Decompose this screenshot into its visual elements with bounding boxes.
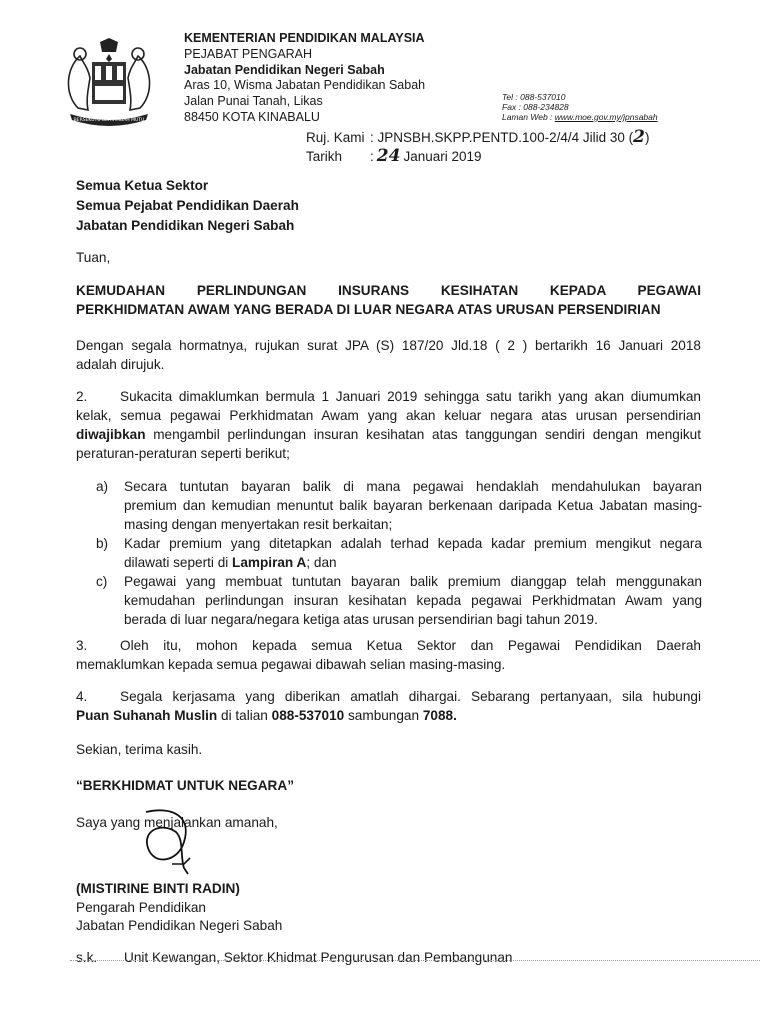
- list-marker: b): [96, 536, 109, 551]
- contact-block: [502, 92, 658, 122]
- paragraph-3: 3. Oleh itu, mohon kepada semua Ketua Sektor dan Pegawai Pendidikan Daerah memaklumkan kepada semua pegawai dibawah selian masing-masing.: [76, 638, 701, 672]
- fax: Fax : 088-234828: [502, 102, 569, 112]
- recipients: [76, 176, 299, 236]
- reference-number-row: Ruj. Kami : JPNSBH.SKPP.PENTD.100-2/4/4 Jilid 30 (2): [306, 127, 650, 147]
- paragraph-1: Dengan segala hormatnya, rujukan surat JPA (S) 187/20 Jld.18 ( 2 ) bertarikh 16 Januari 2018 adalah dirujuk.: [76, 338, 701, 372]
- cc-label: s.k.: [76, 950, 98, 965]
- emphasis-diwajibkan: diwajibkan: [76, 427, 146, 442]
- date-label: Tarikh: [306, 149, 343, 164]
- paragraph-number: 2.: [76, 389, 88, 404]
- office-name: PEJABAT PENGARAH: [184, 46, 313, 61]
- paragraph-2: 2. Sukacita dimaklumkan bermula 1 Januari 2019 sehingga satu tarikh yang akan diumumkan kelak, semua pegawai Perkhidmatan Awam yang akan keluar negara atas urusan persendirian diwajibkan mengambil perlindungan insuran kesihatan atas tanggungan sendiri dengan mengikut peraturan-peraturan seperti berikut;: [76, 389, 701, 461]
- salutation: Tuan,: [76, 250, 111, 265]
- address-line-2: Jalan Punai Tanah, Likas: [184, 94, 323, 109]
- contact-person: Puan Suhanah Muslin: [76, 708, 218, 723]
- recipient: Jabatan Pendidikan Negeri Sabah: [76, 218, 295, 233]
- subject-line-2: PERKHIDMATAN AWAM YANG BERADA DI LUAR NEGARA ATAS URUSAN PERSENDIRIAN: [76, 302, 661, 317]
- lampiran-a: Lampiran A: [232, 555, 307, 570]
- website-link[interactable]: www.moe.gov.my/jpnsabah: [554, 112, 658, 122]
- date-handwritten: 24: [376, 146, 401, 166]
- signature: [132, 806, 222, 876]
- divider: [70, 960, 760, 961]
- reference-block: [306, 128, 649, 166]
- crest-motto: BERSEKUTU BERTAMBAH MUTU: [73, 118, 145, 123]
- conditions-list: [96, 477, 702, 629]
- paragraph-number: 3.: [76, 638, 88, 653]
- subject-line-1: KEMUDAHAN PERLINDUNGAN INSURANS KESIHATAN KEPADA PEGAWAI: [76, 283, 701, 298]
- signatory-title: Pengarah Pendidikan: [76, 899, 206, 915]
- list-item: b) Kadar premium yang ditetapkan adalah terhad kepada kadar premium mengikut negara dilawati seperti di Lampiran A; dan: [96, 536, 702, 570]
- paragraph-number: 4.: [76, 689, 88, 704]
- signatory-block: [76, 880, 282, 936]
- list-marker: c): [96, 574, 108, 589]
- tel: Tel : 088-537010: [502, 92, 566, 102]
- ministry-name: KEMENTERIAN PENDIDIKAN MALAYSIA: [184, 31, 425, 45]
- department-name: Jabatan Pendidikan Negeri Sabah: [184, 62, 385, 77]
- carbon-copy: [76, 948, 512, 967]
- reference-label: Ruj. Kami: [306, 130, 365, 145]
- malaysia-coat-of-arms-logo: [58, 38, 160, 126]
- reference-handwritten: 2: [633, 127, 645, 147]
- list-marker: a): [96, 479, 109, 494]
- contact-phone: 088-537010: [271, 708, 345, 723]
- trust-line: Saya yang menjalankan amanah,: [76, 815, 278, 830]
- list-item: a) Secara tuntutan bayaran balik di mana pegawai hendaklah mendahulukan bayaran premium dan kemudian menuntut balik bayaran berkenaan daripada Ketua Jabatan masing- masing dengan menyertakan resit berkaitan;: [96, 479, 702, 532]
- address-line-1: Aras 10, Wisma Jabatan Pendidikan Sabah: [184, 78, 426, 93]
- reference-value: : JPNSBH.SKPP.PENTD.100-2/4/4 Jilid 30 (: [370, 130, 634, 145]
- list-item: c) Pegawai yang membuat tuntutan bayaran balik premium dianggap telah menggunakan kemudahan perlindungan insuran kesihatan kepada pegawai Perkhidmatan Awam yang berada di luar negara/negara ketiga atas urusan persendirian bagi tahun 2019.: [96, 574, 702, 627]
- closing: Sekian, terima kasih.: [76, 742, 203, 757]
- date-row: Tarikh : 24 Januari 2019: [306, 146, 482, 166]
- signatory-department: Jabatan Pendidikan Negeri Sabah: [76, 918, 283, 933]
- contact-extension: 7088.: [422, 708, 457, 723]
- recipient: Semua Pejabat Pendidikan Daerah: [76, 198, 299, 213]
- paragraph-4: 4. Segala kerjasama yang diberikan amatlah dihargai. Sebarang pertanyaan, sila hubungi Puan Suhanah Muslin di talian 088-537010 sambungan 7088.: [76, 689, 701, 723]
- signatory-name: (MISTIRINE BINTI RADIN): [76, 881, 240, 896]
- recipient: Semua Ketua Sektor: [76, 178, 209, 193]
- website: Laman Web : www.moe.gov.my/jpnsabah: [502, 112, 658, 122]
- address-line-3: 88450 KOTA KINABALU: [184, 109, 320, 124]
- subject: [76, 281, 701, 319]
- letterhead: [184, 31, 425, 126]
- motto: “BERKHIDMAT UNTUK NEGARA”: [76, 778, 294, 793]
- cc-recipient: Unit Kewangan, Sektor Khidmat Pengurusan dan Pembangunan: [124, 950, 513, 965]
- date-value: Januari 2019: [403, 149, 482, 164]
